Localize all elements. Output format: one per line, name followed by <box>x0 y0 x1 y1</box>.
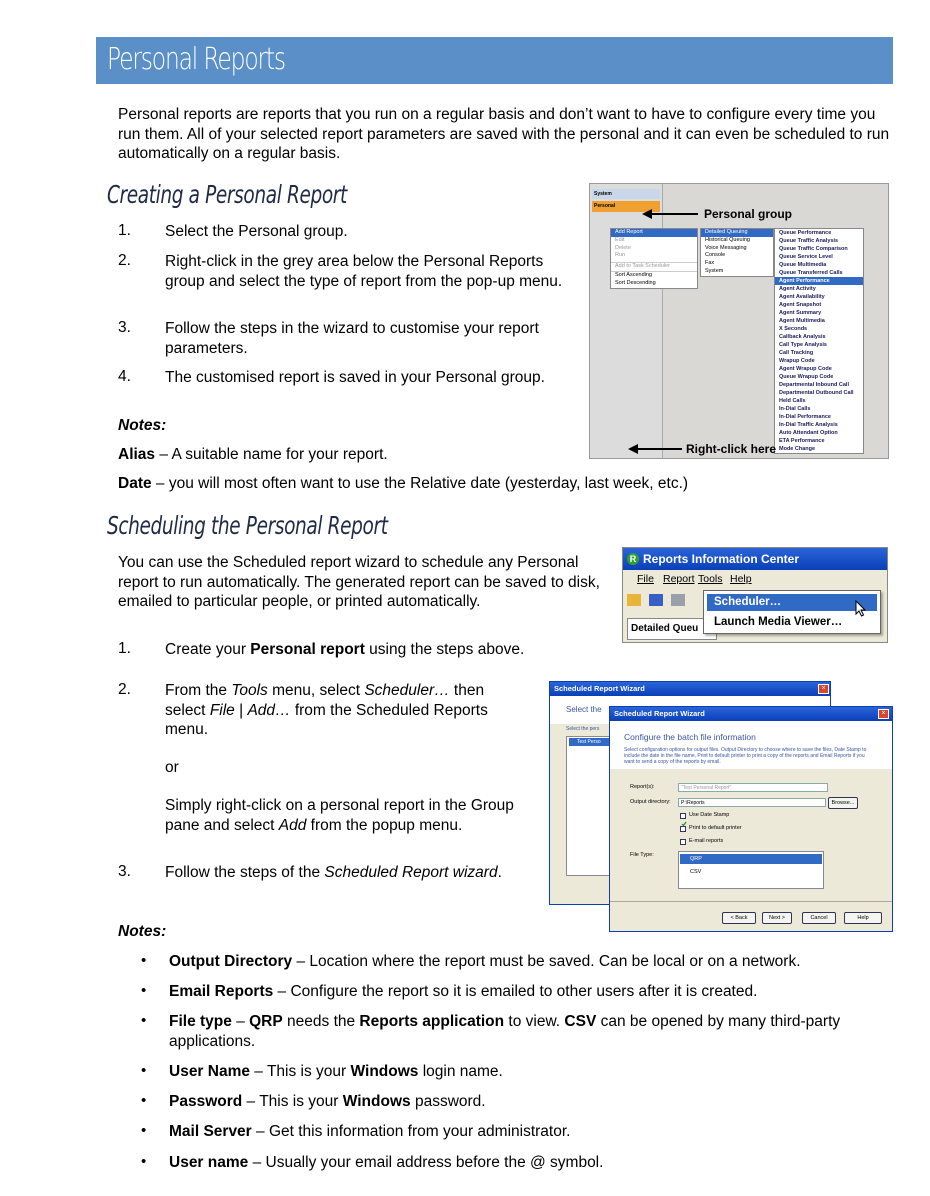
step-number: 2. <box>118 252 131 269</box>
menu-file[interactable]: File <box>637 573 654 585</box>
step-number: 1. <box>118 222 131 239</box>
intro-paragraph: Personal reports are reports that you run on a regular basis and don’t want to have to configure every time you run them. All of your selected report parameters are saved with the personal and it can even be scheduled to run automatically on a regular basis. <box>118 106 890 162</box>
step-text: Follow the steps of the Scheduled Report wizard. <box>165 864 502 881</box>
notes-label: Notes: <box>118 417 167 434</box>
note-email-reports: Email Reports – Configure the report so it is emailed to other users after it is created. <box>169 983 758 1000</box>
file-type-qrp[interactable]: QRP <box>680 854 822 864</box>
report-list-item[interactable]: Departmental Inbound Call <box>779 382 849 388</box>
output-directory-label: Output directory: <box>630 799 671 805</box>
group-pane <box>590 184 663 459</box>
bullet: • <box>141 1012 147 1029</box>
file-type-label: File Type: <box>630 852 654 858</box>
section-heading-creating: Creating a Personal Report <box>107 180 347 209</box>
bullet: • <box>141 1092 147 1109</box>
arrow-head <box>642 209 652 219</box>
print-default-label: Print to default printer <box>689 825 742 831</box>
report-type-submenu <box>700 228 774 277</box>
menu-item-edit[interactable]: Edit <box>615 236 625 243</box>
back-heading: Select the <box>566 705 602 714</box>
menu-tools[interactable]: Tools <box>698 573 723 585</box>
context-menu <box>610 228 698 289</box>
close-icon[interactable]: × <box>818 684 829 694</box>
step-text: Select the Personal group. <box>165 223 348 240</box>
wizard-window-front <box>609 706 893 932</box>
cancel-button[interactable]: Cancel <box>802 912 836 924</box>
report-list-item[interactable]: Queue Traffic Comparison <box>779 246 848 252</box>
report-list-item[interactable]: X Seconds <box>779 326 808 332</box>
save-icon[interactable] <box>649 594 663 606</box>
or-text: or <box>165 759 179 776</box>
menu-item-scheduler[interactable]: Scheduler… <box>707 594 877 611</box>
email-reports-checkbox[interactable] <box>680 839 686 845</box>
wizard-heading: Configure the batch file information <box>624 732 756 742</box>
file-type-csv[interactable]: CSV <box>690 869 702 875</box>
step-number: 2. <box>118 681 131 698</box>
step-text: Follow the steps in the wizard to customise your report parameters. <box>165 320 539 357</box>
arrow-head <box>628 444 638 454</box>
note-user-name: User Name – This is your Windows login name. <box>169 1063 503 1080</box>
use-date-stamp-label: Use Date Stamp <box>689 812 730 818</box>
report-list-item[interactable]: Agent Availability <box>779 294 825 300</box>
group-pane-label: Detailed Queu <box>627 618 717 640</box>
report-list-item[interactable]: In-Dial Performance <box>779 414 831 420</box>
tools-menu-screenshot <box>622 547 888 643</box>
file-type-list[interactable] <box>678 851 824 889</box>
step-text: Right-click in the grey area below the Personal Reports group and select the type of report from the pop-up menu. <box>165 253 563 290</box>
report-list-item[interactable]: Queue Wrapup Code <box>779 374 834 380</box>
browse-button[interactable]: Browse... <box>828 797 858 809</box>
arrow-line <box>648 213 698 215</box>
note-output-directory: Output Directory – Location where the report must be saved. Can be local or on a network. <box>169 953 801 970</box>
print-icon[interactable] <box>671 594 685 606</box>
bullet: • <box>141 982 147 999</box>
menu-report[interactable]: Report <box>663 573 695 585</box>
report-list-item[interactable]: ETA Performance <box>779 438 825 444</box>
submenu-item[interactable]: Historical Queuing <box>705 236 750 243</box>
menu-item-sort-asc[interactable]: Sort Ascending <box>611 271 697 280</box>
help-button[interactable]: Help <box>844 912 882 924</box>
note-mail-server: Mail Server – Get this information from your administrator. <box>169 1123 571 1140</box>
date-note: Date – you will most often want to use the Relative date (yesterday, last week, etc.) <box>118 475 689 492</box>
submenu-item[interactable]: System <box>705 267 724 274</box>
report-list-item[interactable]: Callback Analysis <box>779 334 826 340</box>
back-button[interactable]: < Back <box>722 912 756 924</box>
bullet: • <box>141 952 147 969</box>
page-banner <box>96 37 893 84</box>
output-directory-field[interactable]: P:\Reports <box>678 798 826 807</box>
step-number: 3. <box>118 319 131 336</box>
menu-item-add-report[interactable]: Add Report <box>611 229 697 237</box>
app-title-bar: Reports Information Center <box>623 548 888 570</box>
use-date-stamp-checkbox[interactable] <box>680 813 686 819</box>
report-list-item[interactable]: Queue Traffic Analysis <box>779 238 839 244</box>
report-list-item[interactable]: Call Type Analysis <box>779 342 827 348</box>
arrow-line <box>634 448 682 450</box>
notes-label: Notes: <box>118 923 167 940</box>
menu-item-sort-desc[interactable]: Sort Descending <box>615 279 656 286</box>
callout-personal-group: Personal group <box>704 207 793 221</box>
bullet: • <box>141 1062 147 1079</box>
report-field[interactable]: "Test Personal Report" <box>678 783 828 792</box>
report-list-item[interactable]: Queue Transferred Calls <box>779 270 843 276</box>
submenu-item[interactable]: Console <box>705 252 726 259</box>
step-text: From the Tools menu, select Scheduler… then select File | Add… from the Scheduled Reports menu. <box>165 682 488 738</box>
scheduling-intro: You can use the Scheduled report wizard to schedule any Personal report to run automatically. The generated report can be saved to disk, emailed to particular people, or printed automatically. <box>118 554 600 610</box>
report-list-item[interactable]: In-Dial Traffic Analysis <box>779 422 838 428</box>
step-number: 4. <box>118 368 131 385</box>
report-label: Report(s): <box>630 784 655 790</box>
step-number: 3. <box>118 863 131 880</box>
next-button[interactable]: Next > <box>762 912 792 924</box>
report-list-item[interactable]: Agent Multimedia <box>779 318 825 324</box>
report-list-item[interactable]: Held Calls <box>779 398 806 404</box>
back-desc: Select the pers <box>566 726 600 732</box>
close-icon[interactable]: × <box>878 709 889 719</box>
wizard-title: Scheduled Report Wizard <box>610 707 892 721</box>
wizard-description: Select configuration options for output files. Output Directory to choose where to save the files, Date Stamp to include the date in the file name, Print to default printer to print a copy of the reports and Email Reports if you want to send a copy of the reports by email. <box>624 747 867 765</box>
menu-item-add-task[interactable]: Add to Task Scheduler <box>611 262 697 271</box>
note-file-type: File type – QRP needs the Reports application to view. CSV can be opened by many third-party applications. <box>169 1013 841 1050</box>
alias-note: Alias – A suitable name for your report. <box>118 446 388 463</box>
note-password: Password – This is your Windows password. <box>169 1093 486 1110</box>
report-list-item[interactable]: Call Tracking <box>779 350 814 356</box>
report-list-item[interactable]: Agent Wrapup Code <box>779 366 832 372</box>
divider <box>610 901 892 902</box>
report-list-item[interactable]: Agent Activity <box>779 286 816 292</box>
wizard-title: Scheduled Report Wizard <box>550 682 830 696</box>
section-heading-scheduling: Scheduling the Personal Report <box>107 511 388 540</box>
submenu-item[interactable]: Fax <box>705 260 715 267</box>
group-system[interactable]: System <box>592 189 660 199</box>
callout-right-click: Right-click here <box>686 442 777 456</box>
menu-item-run[interactable]: Run <box>615 252 626 259</box>
bullet: • <box>141 1122 147 1139</box>
menu-help[interactable]: Help <box>730 573 752 585</box>
menu-item-launch-media-viewer[interactable]: Launch Media Viewer… <box>714 616 843 628</box>
personal-group-screenshot <box>589 183 889 459</box>
menu-bar <box>623 570 888 588</box>
step-text: The customised report is saved in your Personal group. <box>165 369 545 386</box>
report-list-item[interactable]: Agent Performance <box>775 277 863 285</box>
step-number: 1. <box>118 640 131 657</box>
app-logo-icon: R <box>627 553 639 565</box>
report-list-item[interactable]: Mode Change <box>779 446 816 452</box>
report-list-item[interactable]: Queue Service Level <box>779 254 833 260</box>
report-list-item[interactable]: Auto Attendant Option <box>779 430 838 436</box>
scheduled-report-wizard-screenshot <box>549 681 893 931</box>
submenu-item[interactable]: Voice Messaging <box>705 244 747 251</box>
step-text: Create your Personal report using the steps above. <box>165 641 525 658</box>
report-list-item[interactable]: Departmental Outbound Call <box>779 390 854 396</box>
menu-item-delete[interactable]: Delete <box>615 244 631 251</box>
report-list-item[interactable]: Queue Performance <box>779 230 832 236</box>
cursor-icon <box>855 600 867 618</box>
report-list-item[interactable]: Agent Summary <box>779 310 822 316</box>
report-list-menu <box>774 228 864 454</box>
bullet: • <box>141 1153 147 1170</box>
group-personal[interactable]: Personal <box>592 201 660 212</box>
print-default-checkbox[interactable] <box>680 826 686 832</box>
submenu-item[interactable]: Detailed Queuing <box>701 229 773 237</box>
report-list-item[interactable]: Agent Snapshot <box>779 302 822 308</box>
report-list-item[interactable]: Queue Multimedia <box>779 262 827 268</box>
email-reports-label: E-mail reports <box>689 838 724 844</box>
step-text: Simply right-click on a personal report in the Group pane and select Add from the popup menu. <box>165 797 514 834</box>
note-user-name-email: User name – Usually your email address before the @ symbol. <box>169 1154 604 1171</box>
report-list-item[interactable]: In-Dial Calls <box>779 406 811 412</box>
open-folder-icon[interactable] <box>627 594 641 606</box>
report-list-item[interactable]: Test Perso <box>569 738 623 746</box>
page-title: Personal Reports <box>107 42 285 77</box>
report-list-item[interactable]: Wrapup Code <box>779 358 815 364</box>
